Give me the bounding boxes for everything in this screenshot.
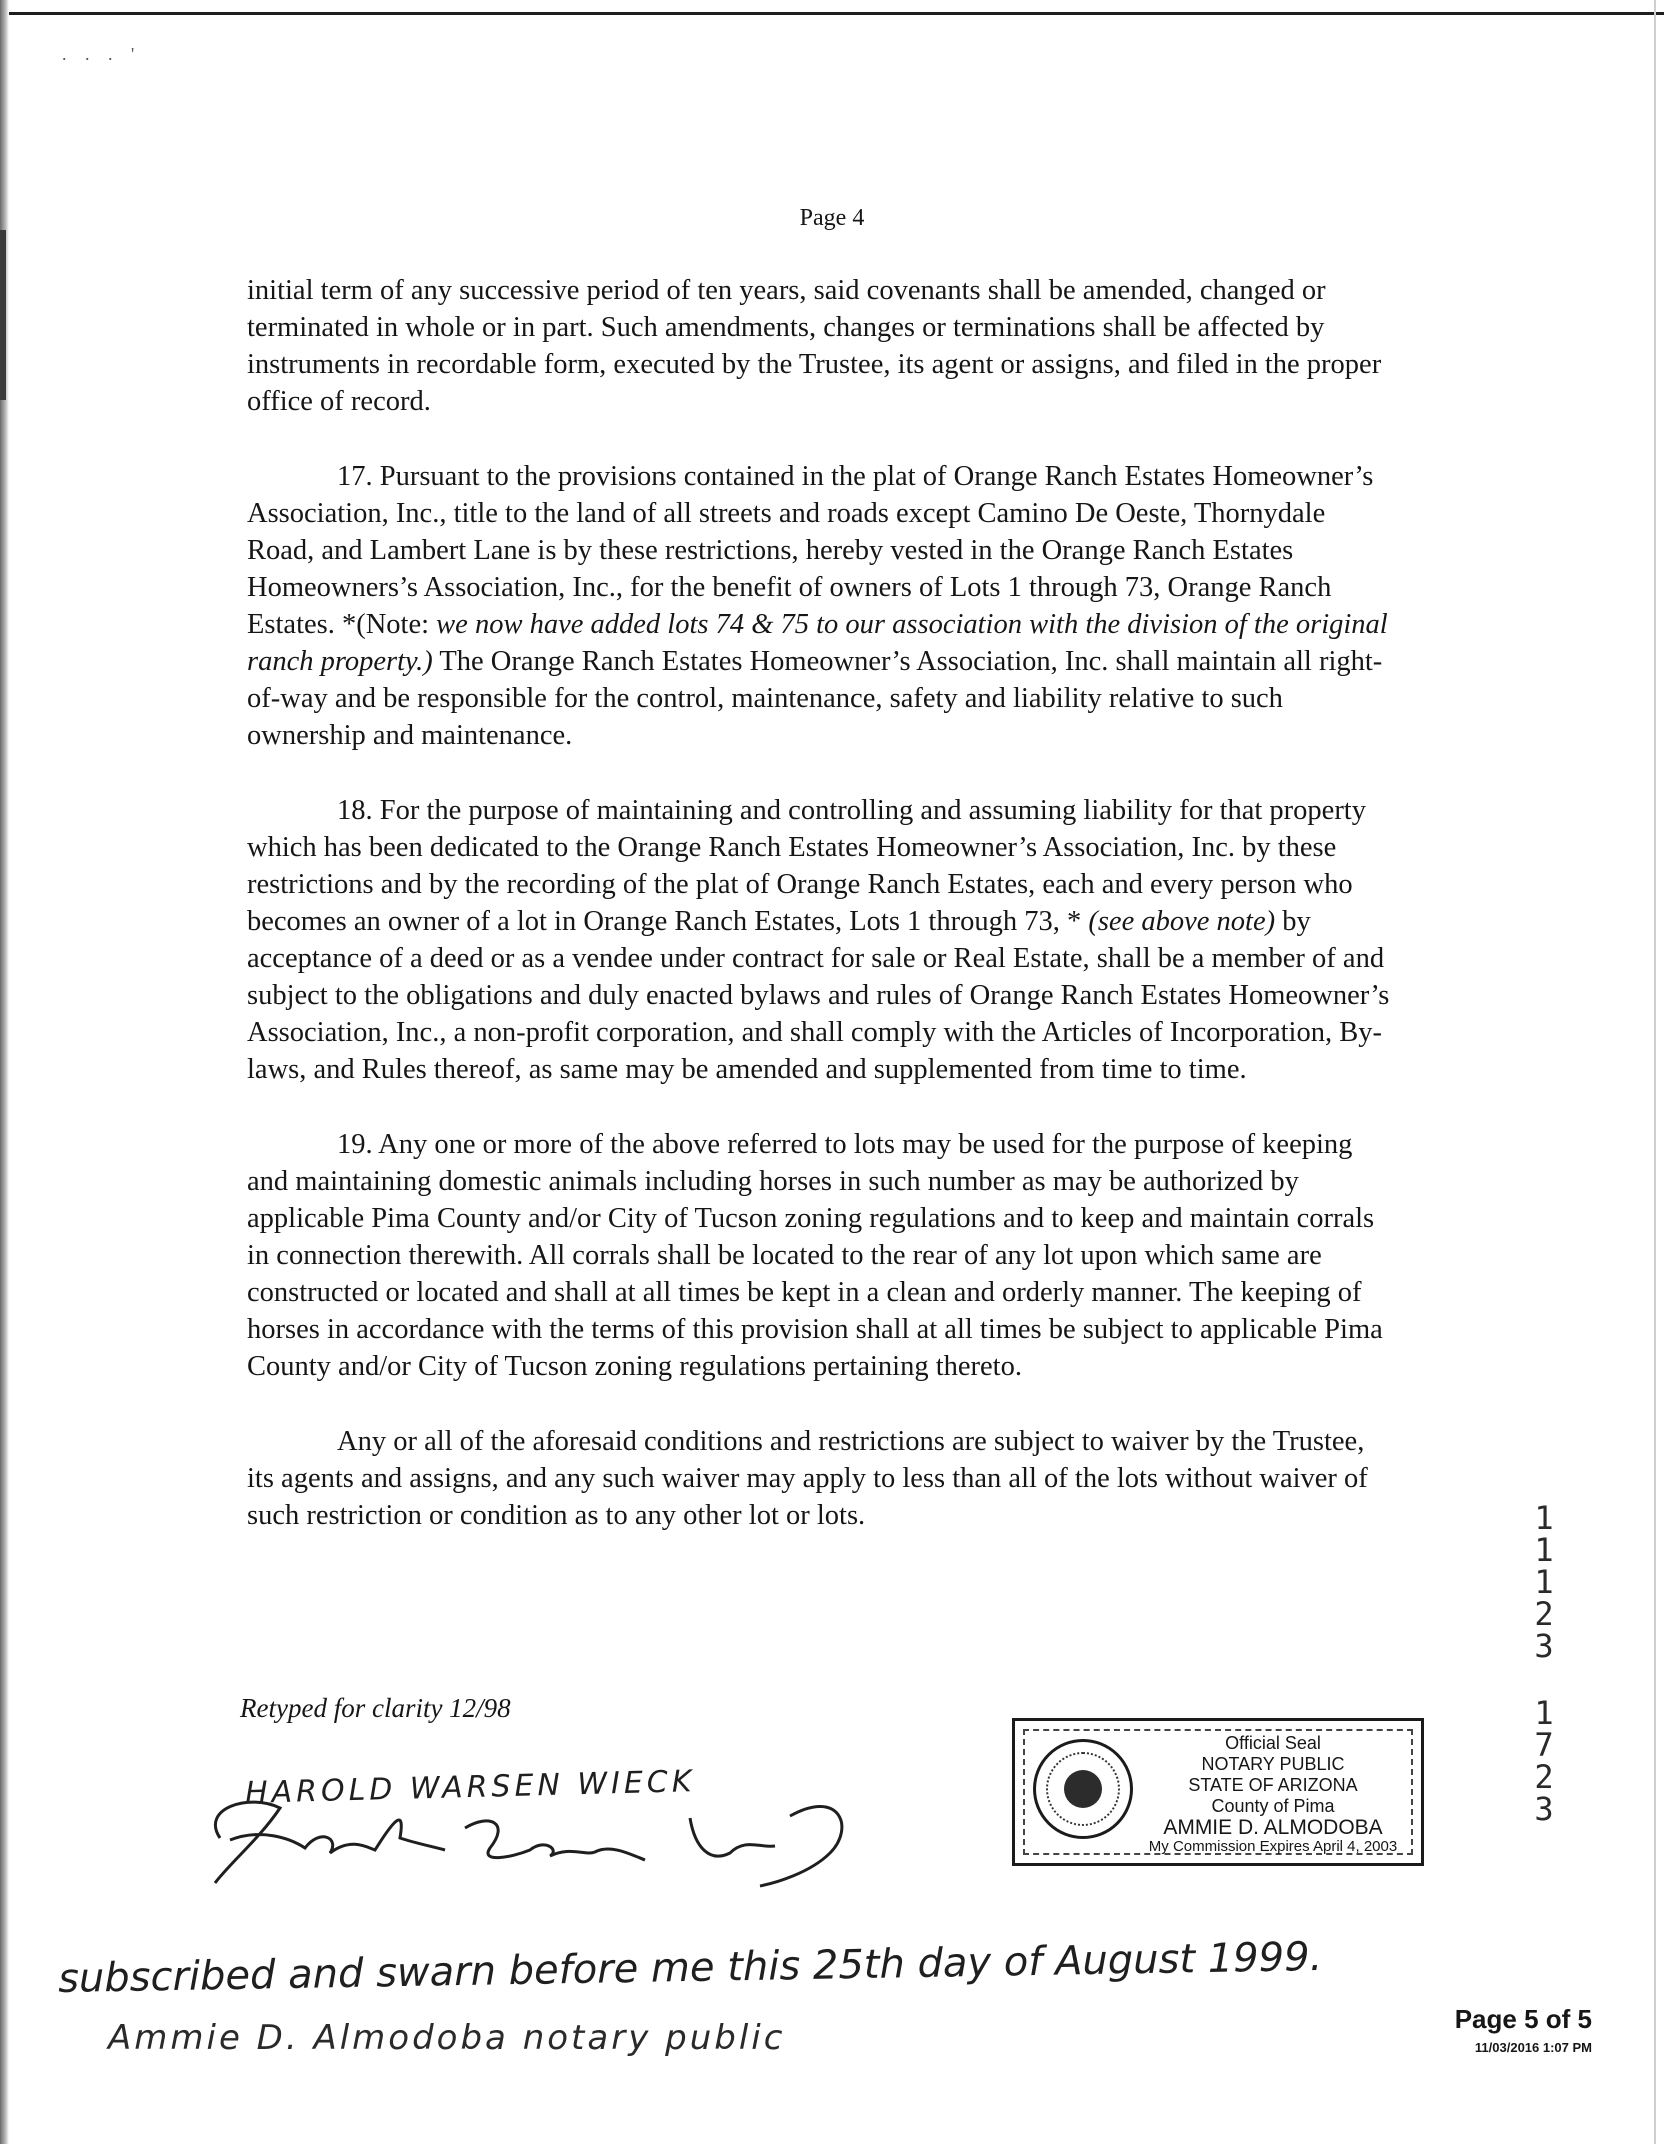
paragraph-18-note: (see above note) [1088, 906, 1276, 937]
paragraph-17-rest: The Orange Ranch Estates Homeowner’s Association, Inc. shall maintain all right-of-way and be responsible for the control, maintenance, safety and liability relative to such ownership and maintenance. [247, 646, 1383, 751]
side-stamp-digit: 2 [1534, 1758, 1554, 1796]
seal-line-notary-name: AMMIE D. ALMODOBA [1163, 1816, 1383, 1839]
side-stamp-top [1527, 1499, 1561, 1665]
signature-stroke-3 [690, 1806, 842, 1886]
side-stamp-digit: 7 [1534, 1726, 1554, 1764]
scan-specks: . . . ' [62, 44, 142, 64]
document-body [247, 272, 1397, 1572]
seal-line-notary-public: NOTARY PUBLIC [1201, 1754, 1345, 1774]
side-stamp-digit: 1 [1534, 1563, 1554, 1601]
side-stamp-digit: 1 [1534, 1694, 1554, 1732]
seal-line-official: Official Seal [1225, 1733, 1321, 1753]
side-stamp-bottom [1527, 1694, 1561, 1828]
seal-text-block [1139, 1733, 1407, 1856]
signature-stroke-2 [465, 1821, 645, 1860]
paragraph-18-rest: by acceptance of a deed or as a vendee under contract for sale or Real Estate, shall be a member of and subject to the obligations and duly enacted bylaws and rules of Orange Ranch Estates Homeowner’s Association, Inc., a non-profit corporation, and shall comply with the Articles of Incorporation, By-laws, and Rules thereof, as same may be amended and supplemented from time to time. [247, 906, 1390, 1085]
seal-line-county: County of Pima [1211, 1796, 1335, 1816]
paragraph-19: 19. Any one or more of the above referred to lots may be used for the purpose of keeping and maintaining domestic animals including horses in such number as may be authorized by applicable Pima County and/or City of Tucson zoning regulations and to keep and maintain corrals in connection therewith. All corrals shall be located to the rear of any lot upon which same are constructed or located and shall at all times be kept in a clean and orderly manner. The keeping of horses in accordance with the terms of this provision shall at all times be subject to applicable Pima County and/or City of Tucson zoning regulations pertaining thereto. [247, 1129, 1383, 1382]
seal-emblem-core [1064, 1770, 1102, 1808]
handwritten-subscription: subscribed and swarn before me this 25th day of August 1999. [57, 1933, 1323, 2003]
paragraph-17 [247, 458, 1397, 754]
scan-left-mark [0, 230, 6, 400]
paragraph-16-continued: initial term of any successive period of ten years, said covenants shall be amended, changed or terminated in whole or in part. Such amendments, changes or terminations shall be affected by instruments in recordable form, executed by the Trustee, its agent or assigns, and filed in the proper office of record. [247, 275, 1382, 417]
footer-page-count: Page 5 of 5 [1454, 2004, 1592, 2034]
seal-line-commission: My Commission Expires April 4, 2003 [1148, 1838, 1398, 1855]
side-stamp-digit: 1 [1534, 1499, 1554, 1537]
side-stamp-digit: 3 [1534, 1627, 1554, 1665]
side-stamp-digit: 2 [1534, 1595, 1554, 1633]
retyped-note: Retyped for clarity 12/98 [240, 1693, 511, 1723]
waiver-paragraph: Any or all of the aforesaid conditions and restrictions are subject to waiver by the Trustee, its agents and assigns, and any such waiver may apply to less than all of the lots without waiver of such restriction or condition as to any other lot or lots. [247, 1426, 1368, 1531]
paragraph-17-note: we now have added lots 74 & 75 to our association with the division of the original ranch property.) [247, 609, 1388, 677]
handwritten-notary-signoff: Ammie D. Almodoba notary public [108, 2018, 786, 2058]
signature-stroke-1 [215, 1802, 445, 1883]
paragraph-18 [247, 792, 1397, 1088]
seal-line-state: STATE OF ARIZONA [1188, 1775, 1358, 1795]
top-border-line [0, 12, 1664, 15]
handwritten-printed-name: HAROLD WARSEN WIECK [244, 1764, 696, 1811]
scan-right-edge [1654, 0, 1656, 2144]
side-stamp-digit: 3 [1534, 1790, 1554, 1828]
side-stamp-digit: 1 [1534, 1531, 1554, 1569]
page-header: Page 4 [799, 205, 865, 231]
cursive-signature [190, 1768, 850, 1908]
notary-seal [1012, 1718, 1424, 1866]
paragraph-18-text: 18. For the purpose of maintaining and controlling and assuming liability for that property which has been dedicated to the Orange Ranch Estates Homeowner’s Association, Inc. by these restrictions and by the recording of the plat of Orange Ranch Estates, each and every person who becomes an owner of a lot in Orange Ranch Estates, Lots 1 through 73, * [247, 795, 1366, 937]
footer-timestamp: 11/03/2016 1:07 PM [1474, 2040, 1592, 2055]
paragraph-17-text: 17. Pursuant to the provisions contained in the plat of Orange Ranch Estates Homeowner’s Association, Inc., title to the land of all streets and roads except Camino De Oeste, Thornydale Road, and Lambert Lane is by these restrictions, hereby vested in the Orange Ranch Estates Homeowners’s Association, Inc., for the benefit of owners of Lots 1 through 73, Orange Ranch Estates. *(Note: [247, 461, 1374, 640]
state-seal-emblem-icon [1033, 1739, 1133, 1839]
